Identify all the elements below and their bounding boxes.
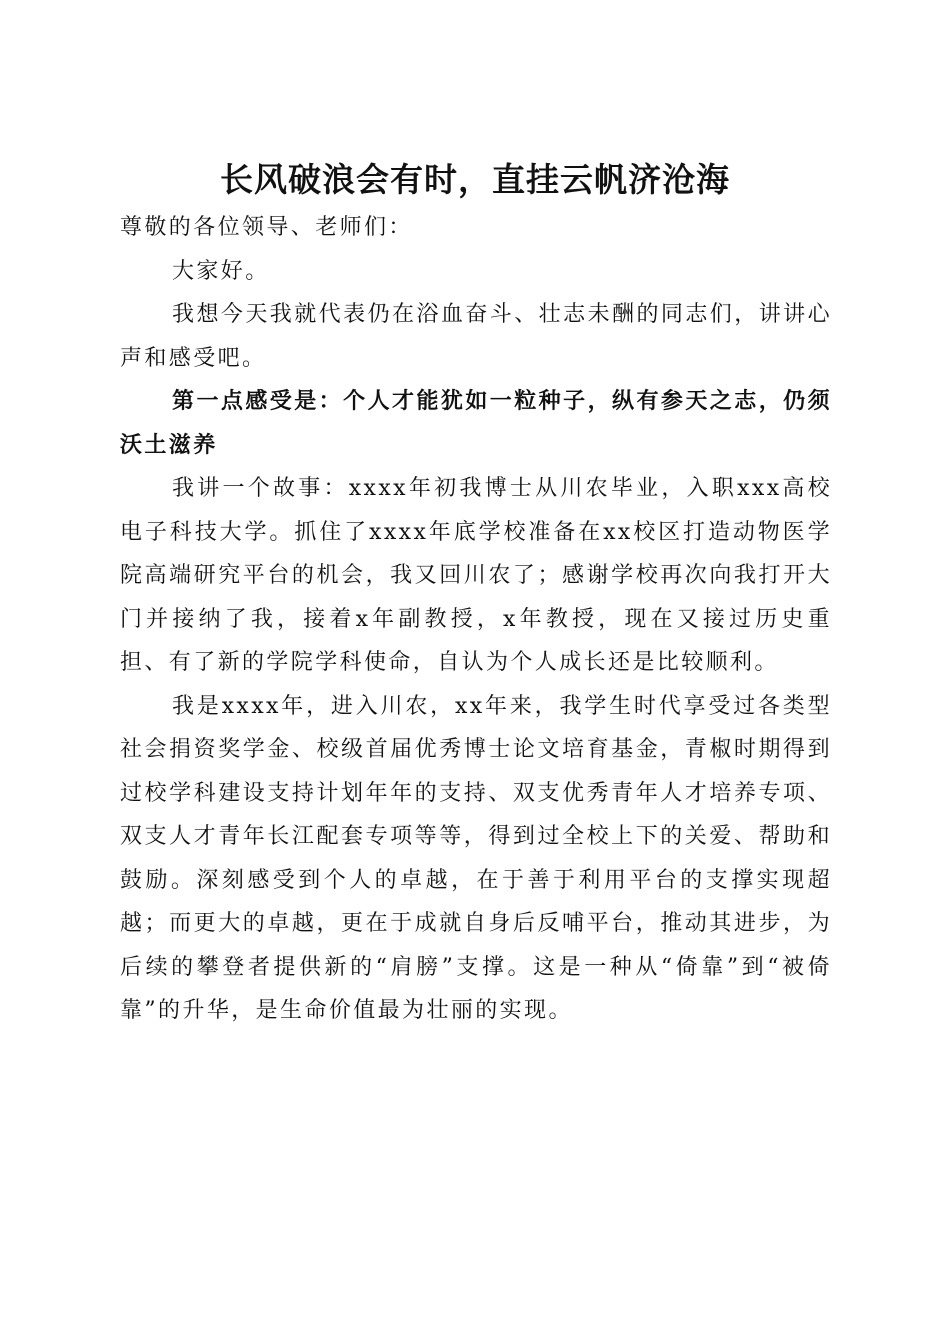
document-title: 长风破浪会有时，直挂云帆济沧海 — [220, 160, 730, 200]
intro-paragraph: 我想今天我就代表仍在浴血奋斗、壮志未酬的同志们，讲讲心声和感受吧。 — [120, 302, 832, 371]
reflection-paragraph: 我是xxxx年，进入川农，xx年来，我学生时代享受过各类型社会捐资奖学金、校级首届优秀博士论文培育基金，青椒时期得到过校学科建设支持计划年年的支持、双支优秀青年人才培养专项、双支人才青年长江配套专项等等，得到过全校上下的关爱、帮助和鼓励。深刻感受到个人的卓越，在于善于利用平台的支撑实现超越；而更大的卓越，更在于成就自身后反哺平台，推动其进步，为后续的攀登者提供新的“肩膀”支撑。这是一种从“倚靠”到“被倚靠”的升华，是生命价值最为壮丽的实现。 — [120, 693, 832, 1023]
section-heading-paragraph: 第一点感受是：个人才能犹如一粒种子，纵有参天之志，仍须沃土滋养 — [120, 388, 832, 458]
greeting-paragraph: 大家好。 — [172, 258, 270, 284]
document-body — [120, 206, 832, 1033]
story-paragraph: 我讲一个故事：xxxx年初我博士从川农毕业，入职xxx高校电子科技大学。抓住了xxxx年底学校准备在xx校区打造动物医学院高端研究平台的机会，我又回川农了；感谢学校再次向我打开大门并接纳了我，接着x年副教授，x年教授，现在又接过历史重担、有了新的学院学科使命，自认为个人成长还是比较顺利。 — [120, 476, 832, 675]
salutation: 尊敬的各位领导、老师们： — [120, 215, 413, 240]
